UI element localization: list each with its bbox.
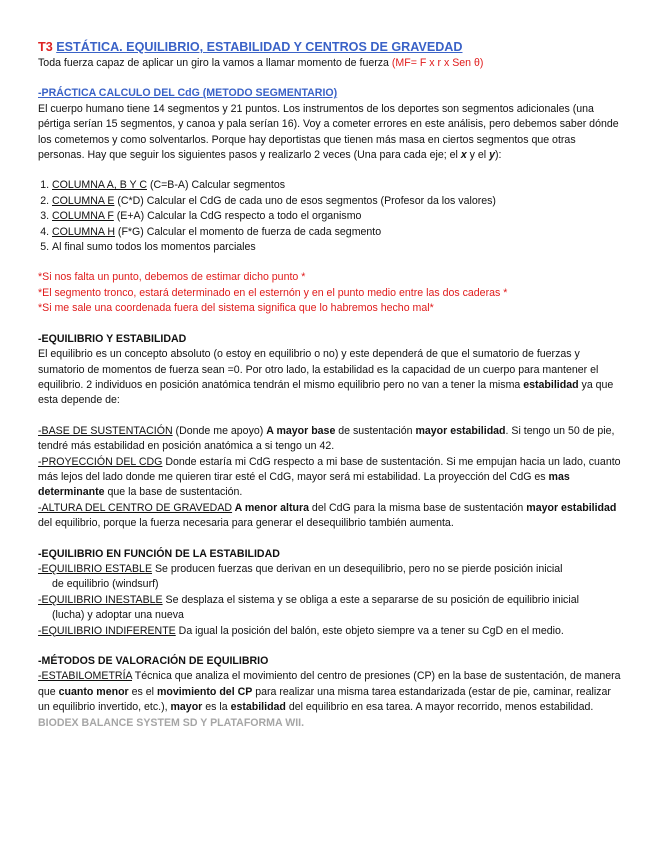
- step-text: (C*D) Calcular el CdG de cada uno de esos segmentos (Profesor da los valores): [114, 194, 496, 207]
- metodos-gray: BIODEX BALANCE SYSTEM SD Y PLATAFORMA WII.: [38, 716, 305, 729]
- list-item-continuation: (lucha) y adoptar una nueva: [52, 609, 184, 622]
- base-text: . Si tengo un 50 de pie, tendré más estabilidad en posición anatómica a si tengo un 42.: [38, 424, 615, 453]
- title-text: ESTÁTICA. EQUILIBRIO, ESTABILIDAD Y CENTROS DE GRAVEDAD: [56, 40, 463, 54]
- base-label: -BASE DE SUSTENTACIÓN: [38, 424, 173, 437]
- base-text: de sustentación: [335, 424, 416, 437]
- document-page: [38, 38, 623, 731]
- metodos-label: -ESTABILOMETRÍA: [38, 670, 132, 683]
- metodos-text: es la: [202, 701, 231, 714]
- note: *Si nos falta un punto, debemos de estimar dicho punto *: [38, 271, 306, 284]
- metodos-bold: mayor: [170, 701, 203, 714]
- metodos-text: para realizar una misma tarea estandarizada (estar de pie, caminar, realizar un equilibrio invertido, etc.),: [38, 685, 611, 714]
- list-item: [52, 225, 623, 240]
- practica-end: ):: [495, 149, 502, 162]
- proyeccion-bold: mas determinante: [38, 470, 570, 499]
- list-item: [52, 240, 623, 255]
- step-text: (F*G) Calcular el momento de fuerza de cada segmento: [114, 225, 382, 238]
- metodos-bold: cuanto menor: [58, 685, 129, 698]
- step-column: COLUMNA E: [52, 194, 115, 207]
- practica-paragraph: [38, 102, 623, 164]
- axis-x: x: [460, 149, 467, 162]
- altura-text: del equilibrio, porque la fuerza necesaria para generar el desequilibrio también aumenta.: [38, 517, 454, 530]
- altura-text: del CdG para la misma base de sustentación: [308, 501, 527, 514]
- list-item: [52, 194, 623, 209]
- funcion-text: Se desplaza el sistema y se obliga a este a separarse de su posición de equilibrio inicial: [162, 593, 579, 606]
- metodos-paragraph: [38, 669, 623, 731]
- metodos-bold: movimiento del CP: [156, 685, 253, 698]
- metodos-bold: estabilidad: [230, 701, 286, 714]
- equilibrio-paragraph: [38, 347, 623, 409]
- step-text: Al final sumo todos los momentos parciales: [52, 241, 256, 254]
- metodos-heading: [38, 654, 623, 669]
- list-item: [38, 562, 623, 577]
- title-prefix: T3: [38, 40, 53, 54]
- metodos-text: del equilibrio en esa tarea. A mayor recorrido, menos estabilidad.: [285, 701, 594, 714]
- equilibrio-p1: El equilibrio es un concepto absoluto (o estoy en equilibrio o no) y este dependerá de que el sumatorio de fuerzas y sumatorio de momentos de fuerza sean =0. Por otro lado, la estabilidad es la capacidad de un cuerpo para mantener el equilibrio. 2 individuos en posición anatómica tendrán el mismo equilibrio pero no van a tener la misma: [38, 348, 599, 391]
- funcion-label: -EQUILIBRIO ESTABLE: [38, 562, 153, 575]
- list-item: [38, 593, 623, 608]
- altura-label: -ALTURA DEL CENTRO DE GRAVEDAD: [38, 501, 233, 514]
- altura-bold: mayor estabilidad: [526, 501, 617, 514]
- base-bold: mayor estabilidad: [415, 424, 506, 437]
- metodos-text: Técnica que analiza el movimiento del centro de presiones (CP) en la base de sustentación, de manera que: [38, 670, 621, 698]
- list-item: [52, 178, 623, 193]
- base-text: (Donde me apoyo): [172, 424, 267, 437]
- proyeccion-text: que la base de sustentación.: [104, 486, 243, 499]
- metodos-text: es el: [128, 685, 157, 698]
- funcion-text: Da igual la posición del balón, este objeto siempre va a tener su CgD en el medio.: [175, 624, 564, 637]
- altura-bold: A menor altura: [232, 501, 309, 514]
- list-item: [52, 209, 623, 224]
- intro-paragraph: [38, 56, 623, 71]
- equilibrio-heading: [38, 332, 623, 347]
- funcion-text: Se producen fuerzas que derivan en un desequilibrio, pero no se pierde posición inicial: [152, 562, 563, 575]
- altura-paragraph: [38, 501, 623, 532]
- intro-formula: (MF= F x r x Sen θ): [391, 57, 484, 69]
- proyeccion-paragraph: [38, 455, 623, 501]
- step-column: COLUMNA H: [52, 225, 115, 238]
- funcion-heading-text: -EQUILIBRIO EN FUNCIÓN DE LA ESTABILIDAD: [38, 547, 280, 560]
- proyeccion-label: -PROYECCIÓN DEL CDG: [38, 455, 163, 468]
- step-column: COLUMNA F: [52, 210, 114, 223]
- note: *El segmento tronco, estará determinado en el esternón y en el punto medio entre las dos caderas *: [38, 286, 508, 299]
- step-column: COLUMNA A, B Y C: [52, 179, 147, 192]
- practica-conj: y el: [466, 149, 490, 162]
- steps-list: [38, 178, 623, 255]
- step-text: (E+A) Calcular la CdG respecto a todo el organismo: [113, 210, 362, 223]
- equilibrio-heading-text: -EQUILIBRIO Y ESTABILIDAD: [38, 332, 187, 345]
- base-bold: A mayor base: [266, 424, 336, 437]
- funcion-label: -EQUILIBRIO INESTABLE: [38, 593, 163, 606]
- intro-text: Toda fuerza capaz de aplicar un giro la vamos a llamar momento de fuerza: [38, 57, 392, 69]
- page-title: [38, 38, 623, 56]
- practica-heading: -PRÁCTICA CALCULO DEL CdG (METODO SEGMENTARIO): [38, 87, 338, 100]
- funcion-heading: [38, 547, 623, 562]
- list-item-continuation: de equilibrio (windsurf): [52, 578, 159, 591]
- proyeccion-text: Donde estaría mi CdG respecto a mi base de sustentación. Si me empujan hacia un lado, cuanto más lejos del lado donde me quieren tirar esté el CdG, mayor será mi estabilidad. La proyección del CdG es: [38, 455, 621, 483]
- metodos-heading-text: -MÉTODOS DE VALORACIÓN DE EQUILIBRIO: [38, 655, 269, 667]
- practica-text: El cuerpo humano tiene 14 segmentos y 21 puntos. Los instrumentos de los deportes son segmentos adicionales (una pértiga serían 15 segmentos, y canoa y pala serían 16). Voy a cometer errores en este análisis, pero debemos saber dónde los cometemos y como solventarlos. Porque hay deportistas que tienen más masa en ciertos segmentos que otras personas. Hay que seguir los siguientes pasos y realizarlo 2 veces (Una para cada eje; el: [38, 102, 619, 162]
- base-paragraph: [38, 424, 623, 455]
- note: *Si me sale una coordenada fuera del sistema significa que lo habremos hecho mal*: [38, 302, 434, 315]
- axis-y: y: [489, 149, 495, 162]
- step-text: (C=B-A) Calcular segmentos: [147, 179, 286, 192]
- funcion-label: -EQUILIBRIO INDIFERENTE: [38, 624, 176, 637]
- list-item: [38, 624, 623, 639]
- equilibrio-p1-end: ya que esta depende de:: [38, 378, 614, 407]
- equilibrio-p1-bold: estabilidad: [523, 378, 579, 391]
